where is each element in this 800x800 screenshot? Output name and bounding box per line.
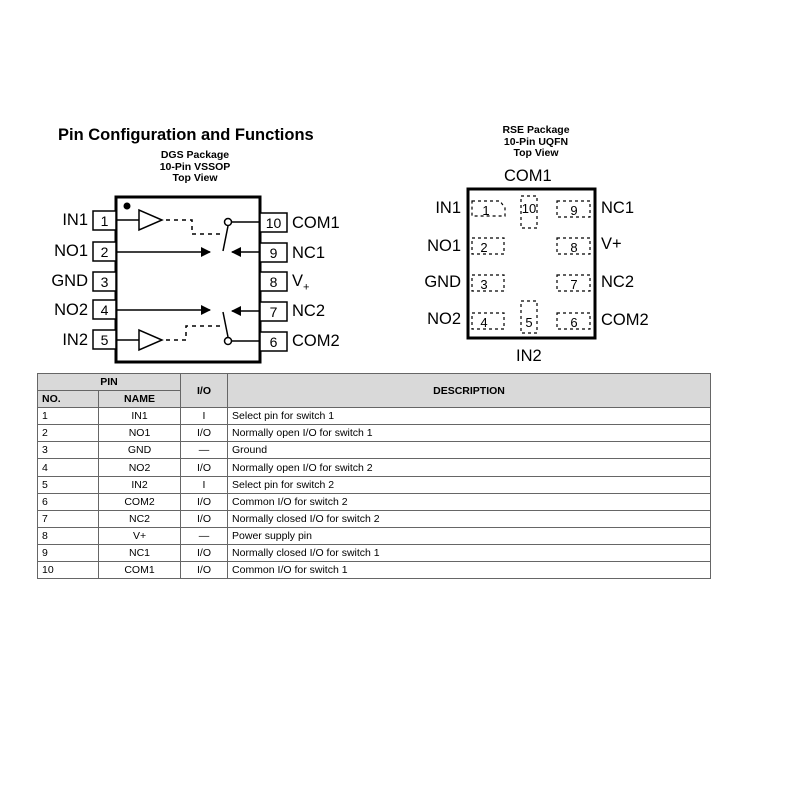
header-description: DESCRIPTION: [228, 374, 711, 408]
dgs-pin-num-3: 3: [100, 274, 109, 290]
pin-io: I: [181, 408, 228, 425]
rse-pin-num-5: 5: [525, 315, 533, 330]
dgs-pin-name-6: COM2: [292, 332, 340, 350]
pin-io: I/O: [181, 562, 228, 579]
rse-pin-name-6: COM2: [601, 311, 649, 329]
dgs-pin-num-8: 8: [269, 274, 278, 290]
pin-description: Common I/O for switch 2: [228, 493, 711, 510]
dgs-pin-name-5: IN2: [62, 331, 88, 349]
dgs-pin-num-10: 10: [265, 215, 282, 231]
dgs-pin-num-6: 6: [269, 334, 278, 350]
pin-no: 1: [38, 408, 99, 425]
rse-pin-num-3: 3: [480, 277, 488, 292]
table-row: [38, 442, 711, 459]
rse-pin-num-4: 4: [480, 315, 488, 330]
table-header-row: [38, 374, 711, 391]
table-row: [38, 476, 711, 493]
pin-no: 5: [38, 476, 99, 493]
pin-no: 3: [38, 442, 99, 459]
pin-io: I/O: [181, 544, 228, 561]
pin-io: —: [181, 527, 228, 544]
rse-pin-name-8: V+: [601, 235, 622, 253]
pin-io: —: [181, 442, 228, 459]
rse-pin-num-7: 7: [570, 277, 578, 292]
pin-name: COM1: [99, 562, 181, 579]
rse-pad-2: [472, 238, 504, 254]
pin-io: I/O: [181, 493, 228, 510]
dgs-pin-name-9: NC1: [292, 244, 326, 262]
rse-pin-num-1: 1: [482, 203, 490, 218]
pin-name: NC2: [99, 510, 181, 527]
rse-package-diagram: [0, 0, 800, 370]
dgs-pin-num-9: 9: [269, 245, 278, 261]
rse-pin-name-9: NC1: [601, 199, 635, 217]
dgs-pin-num-1: 1: [100, 213, 109, 229]
rse-package-pins: 10-Pin UQFN: [503, 135, 569, 148]
table-row: [38, 562, 711, 579]
dgs-pin-name-3: GND: [51, 272, 88, 290]
pin-name: IN2: [99, 476, 181, 493]
header-name: NAME: [99, 391, 181, 408]
table-row: [38, 408, 711, 425]
pin-io: I/O: [181, 425, 228, 442]
pin-no: 10: [38, 562, 99, 579]
dgs-pin-num-2: 2: [100, 244, 109, 260]
pin-description: Select pin for switch 2: [228, 476, 711, 493]
table-row: [38, 527, 711, 544]
pin-description: Power supply pin: [228, 527, 711, 544]
pin-no: 4: [38, 459, 99, 476]
rse-top-label: COM1: [504, 167, 552, 185]
rse-pad-4: [472, 313, 504, 329]
pin-io: I/O: [181, 459, 228, 476]
table-row: [38, 544, 711, 561]
pin-description: Normally closed I/O for switch 2: [228, 510, 711, 527]
pin-no: 8: [38, 527, 99, 544]
dgs-pin-name-2: NO1: [54, 242, 88, 260]
pin-name: COM2: [99, 493, 181, 510]
header-pin: PIN: [38, 374, 181, 391]
rse-pad-3: [472, 275, 504, 291]
rse-pin-name-2: NO1: [427, 237, 461, 255]
pin-description: Normally open I/O for switch 2: [228, 459, 711, 476]
pin-description: Common I/O for switch 1: [228, 562, 711, 579]
rse-pin-num-9: 9: [570, 203, 578, 218]
pin-no: 7: [38, 510, 99, 527]
rse-pin-num-8: 8: [570, 240, 578, 255]
dgs-pin-name-1: IN1: [62, 211, 88, 229]
rse-pin-num-10: 10: [521, 201, 537, 216]
dgs-pin-name-4: NO2: [54, 301, 88, 319]
rse-pin-num-6: 6: [570, 315, 578, 330]
pin-description: Normally open I/O for switch 1: [228, 425, 711, 442]
rse-pin-name-1: IN1: [435, 199, 461, 217]
dgs-package-pins: 10-Pin VSSOP: [159, 160, 231, 173]
rse-package-name: RSE Package: [502, 124, 570, 136]
pin-no: 2: [38, 425, 99, 442]
dgs-package-view: Top View: [172, 172, 218, 184]
dgs-pin-name-10: COM1: [292, 214, 340, 232]
pin-description: Normally closed I/O for switch 1: [228, 544, 711, 561]
section-title: Pin Configuration and Functions: [58, 126, 314, 144]
pin-name: V+: [99, 527, 181, 544]
rse-pin-name-7: NC2: [601, 273, 635, 291]
pin-no: 9: [38, 544, 99, 561]
pin-description: Select pin for switch 1: [228, 408, 711, 425]
table-row: [38, 493, 711, 510]
pin-function-table: [37, 373, 711, 579]
dgs-package-name: DGS Package: [160, 149, 230, 161]
rse-pin-name-4: NO2: [427, 310, 461, 328]
pin-no: 6: [38, 493, 99, 510]
dgs-pin-num-5: 5: [100, 332, 109, 348]
pin-name: NC1: [99, 544, 181, 561]
pin-name: NO2: [99, 459, 181, 476]
header-no: NO.: [38, 391, 99, 408]
header-io: I/O: [181, 374, 228, 408]
rse-pin-name-3: GND: [424, 273, 461, 291]
dgs-pin-name-7: NC2: [292, 302, 326, 320]
dgs-pin-name-8-main: V: [292, 272, 304, 290]
table-row: [38, 425, 711, 442]
pin-name: IN1: [99, 408, 181, 425]
pin-name: NO1: [99, 425, 181, 442]
dgs-pin-name-8-sub: +: [303, 281, 310, 294]
table-row: [38, 459, 711, 476]
pin-description: Ground: [228, 442, 711, 459]
rse-package-view: Top View: [513, 147, 559, 159]
pin-name: GND: [99, 442, 181, 459]
dgs-pin-num-4: 4: [100, 302, 109, 318]
rse-bottom-label: IN2: [516, 347, 542, 365]
dgs-pin-num-7: 7: [269, 304, 278, 320]
table-row: [38, 510, 711, 527]
pin-io: I: [181, 476, 228, 493]
rse-pin-num-2: 2: [480, 240, 488, 255]
pin-io: I/O: [181, 510, 228, 527]
